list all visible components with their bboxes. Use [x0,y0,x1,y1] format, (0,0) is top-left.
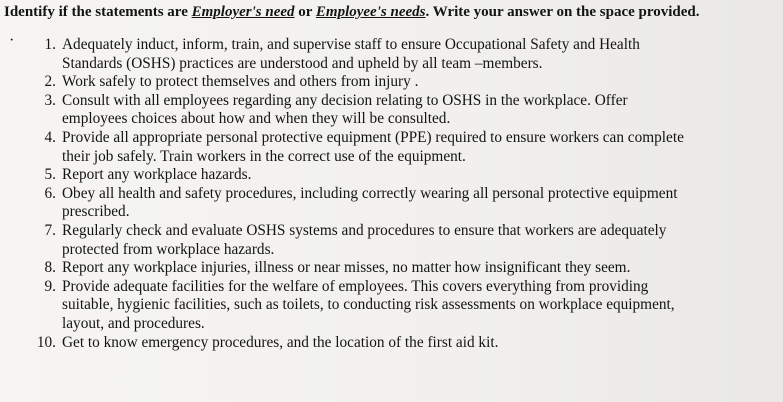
statement-text-line: Regularly check and evaluate OSHS systems and procedures to ensure that workers are adequately [62,221,667,239]
statement-item-1 [0,36,777,73]
statement-number: 3. [44,91,56,109]
statement-number: 4. [44,128,56,146]
statement-text-line: Work safely to protect themselves and others from injury . [62,73,419,91]
statement-number: 10. [36,333,56,351]
statement-text-line: Standards (OSHS) practices are understood and upheld by all team –members. [62,54,543,72]
statement-text-line: Consult with all employees regarding any decision relating to OSHS in the workplace. Offer [62,91,628,109]
statement-list [0,36,783,352]
statement-text-line: Provide adequate facilities for the welfare of employees. This covers everything from providing [62,277,649,295]
statement-text-line: layout, and procedures. [62,314,205,332]
statement-item-2 [0,73,777,92]
statement-text-line: Obey all health and safety procedures, including correctly wearing all personal protective equipment [62,184,678,202]
statement-text-line: Report any workplace hazards. [62,166,252,184]
statement-item-10 [0,334,777,353]
instruction-prefix: Identify if the statements are [4,4,192,20]
statement-text-line: Adequately induct, inform, train, and supervise staff to ensure Occupational Safety and Health [62,36,640,53]
statement-text-line: suitable, hygienic facilities, such as toilets, to conducting risk assessments on workplace equipment, [62,296,675,314]
statement-number: 2. [44,73,56,91]
statement-text-line: employees choices about how and when they will be consulted. [62,110,451,128]
statement-item-8 [0,259,777,278]
statement-item-4 [0,129,777,166]
statement-text-line: Get to know emergency procedures, and the location of the first aid kit. [62,333,499,351]
stray-dot-mark: · [9,32,15,49]
statement-item-3 [0,92,777,129]
statement-item-6 [0,185,777,222]
statement-item-5 [0,166,777,185]
statement-item-7 [0,222,777,259]
instruction-employee-needs: Employee's needs [315,4,426,20]
statement-text-line: Report any workplace injuries, illness or near misses, no matter how insignificant they seem. [62,259,631,277]
statement-number: 8. [44,259,56,277]
instruction-middle: or [294,4,316,20]
statement-item-9 [0,278,777,334]
instruction-heading [4,3,780,21]
statement-text-line: their job safely. Train workers in the correct use of the equipment. [62,147,466,165]
statement-number: 1. [44,36,56,53]
statement-text-line: Provide all appropriate personal protective equipment (PPE) required to ensure workers can complete [62,128,684,146]
statement-text-line: prescribed. [62,203,130,221]
statement-number: 9. [44,277,56,295]
statement-text-line: protected from workplace hazards. [62,240,275,258]
instruction-suffix: . Write your answer on the space provided. [425,4,700,20]
instruction-employer-need: Employer's need [191,4,295,20]
statement-number: 5. [44,166,56,184]
statement-number: 6. [44,184,56,202]
statement-number: 7. [44,221,56,239]
